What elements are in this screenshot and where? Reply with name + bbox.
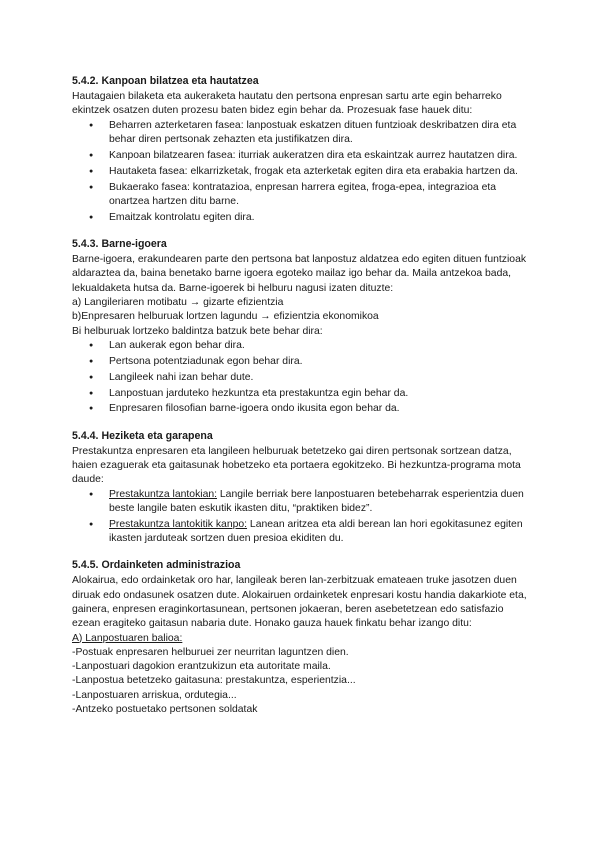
list-item: ● Bukaerako fasea: kontratazioa, enpresan harrera egitea, froga-epea, integrazioa eta onartzea hartzen ditu barne. — [109, 181, 532, 210]
section-title: 5.4.3. Barne-igoera — [72, 238, 167, 251]
list-item: ● Kanpoan bilatzearen fasea: iturriak aukeratzen dira eta eskaintzak aurrez hautatzen dira. — [109, 149, 532, 163]
paragraph: Alokairua, edo ordainketak oro har, langileak beren lan-zerbitzuak emateaen truke jasotzen duen diruak edo ondasunek osatzen dute. Alokairuen ordainketek enpresari kostu handia dakarkiote eta, gainera, enpresen eraginkortasunean, pertsonen jokaeran, beren asebetetzean edo satisfazio ezean eragiteko gaitasun nabaria dute. Honako gauza hauek finkatu behar izango ditu: — [72, 575, 527, 630]
item-label: Prestakuntza lantokitik kanpo: — [109, 518, 248, 530]
bullet-list — [72, 488, 532, 547]
bullet-list — [72, 119, 532, 225]
section-barne-igoera — [72, 237, 532, 417]
list-item — [109, 488, 532, 517]
section-kanpoan-bilatzea — [72, 74, 532, 225]
paragraph-line: -Postuak enpresaren helburuei zer neurritan laguntzen dien. — [72, 646, 349, 658]
paragraph-line: -Lanpostuaren arriskua, ordutegia... — [72, 689, 237, 701]
item-text: Lanean aritzea eta aldi berean lan hori egokitasunez egiten ikasten jarduteak sortzen duen presioa ekiditen du. — [109, 518, 523, 545]
paragraph-line: -Lanpostua betetzeko gaitasuna: prestakuntza, esperientzia... — [72, 675, 356, 687]
subheading: A) Lanpostuaren balioa: — [72, 632, 183, 644]
list-item: ● Emaitzak kontrolatu egiten dira. — [109, 211, 532, 225]
paragraph-line: -Lanpostuari dagokion erantzukizun eta autoritate maila. — [72, 661, 331, 673]
document-page — [72, 74, 532, 729]
list-item: ● Enpresaren filosofian barne-igoera ondo ikusita egon behar da. — [109, 402, 532, 416]
list-item: ● Pertsona potentziadunak egon behar dira. — [109, 355, 532, 369]
section-title: 5.4.5. Ordainketen administrazioa — [72, 559, 241, 572]
list-item — [109, 518, 532, 547]
item-label: Prestakuntza lantokian: — [109, 488, 218, 500]
section-title: 5.4.4. Heziketa eta garapena — [72, 429, 213, 442]
paragraph-line: b)Enpresaren helburuak lortzen lagundu → efizientzia ekonomikoa — [72, 311, 379, 323]
paragraph: Hautagaien bilaketa eta aukeraketa hautatu den pertsona enpresan sartu arte egin beharreko ekintzek osatzen duten prozesu baten bidez egin behar da. Prozesuak fase hauek ditu: — [72, 91, 502, 117]
bullet-list — [72, 339, 532, 417]
paragraph-line: a) Langileriaren motibatu → gizarte efizientzia — [72, 296, 284, 308]
item-text: Langile berriak bere lanpostuaren betebeharrak esperientzia duen beste langile baten eskutik ikasten ditu, “praktiken bidez”. — [109, 488, 524, 514]
list-item: ● Lanpostuan jarduteko hezkuntza eta prestakuntza egin behar da. — [109, 387, 532, 401]
paragraph: Prestakuntza enpresaren eta langileen helburuak betetzeko gai diren pertsonak sortzean datza, haien ezaguerak eta gaitasunak hobetzeko eta portaera egokitzeko. Bi hezkuntza-programa mota daude: — [72, 445, 521, 486]
paragraph-line: Bi helburuak lortzeko baldintza batzuk bete behar dira: — [72, 325, 323, 337]
section-heziketa — [72, 429, 532, 547]
section-ordainketen — [72, 558, 532, 717]
list-item: ● Beharren azterketaren fasea: lanpostuak eskatzen dituen funtzioak deskribatzen dira eta behar diren pertsonak zehazten eta justifikatzen dira. — [109, 119, 532, 148]
list-item: ● Langileek nahi izan behar dute. — [109, 371, 532, 385]
section-title: 5.4.2. Kanpoan bilatzea eta hautatzea — [72, 75, 259, 87]
list-item: ● Hautaketa fasea: elkarrizketak, frogak eta azterketak egiten dira eta erabakia hartzen da. — [109, 165, 532, 179]
paragraph-line: -Antzeko postuetako pertsonen soldatak — [72, 704, 258, 716]
list-item: ● Lan aukerak egon behar dira. — [109, 339, 532, 353]
paragraph: Barne-igoera, erakundearen parte den pertsona bat lanpostuz aldatzea edo egiten dituen funtzioak aldaraztea da, baina benetako barne igoera egoteko mailaz igo behar da. Maila antzekoa bada, lekualdaketa hutsa da. Barne-igoerek bi helburu nagusi izaten dituzte: — [72, 254, 527, 294]
